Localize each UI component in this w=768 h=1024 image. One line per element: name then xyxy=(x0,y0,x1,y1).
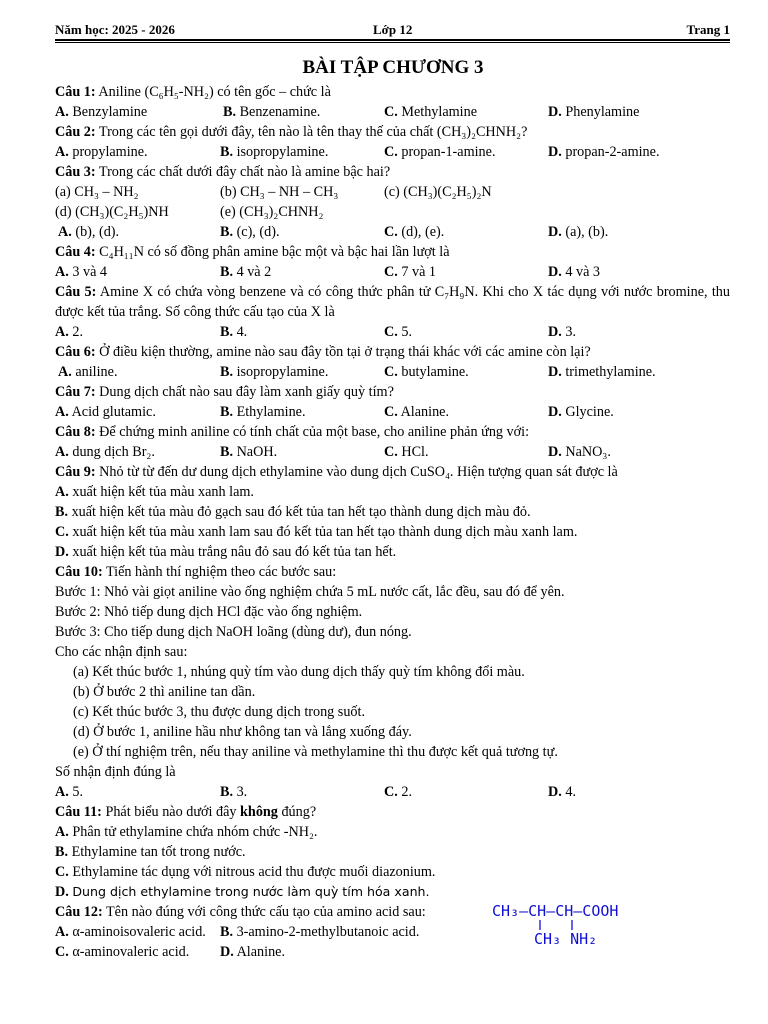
option-a[interactable]: A. 2. xyxy=(55,324,83,340)
q3-items-row1 xyxy=(55,182,730,202)
question-8: Câu 8: Để chứng minh aniline có tính chất của một base, cho aniline phản ứng với: xyxy=(55,424,530,440)
formula-substituents: CH₃ NH₂ xyxy=(534,930,598,948)
option-d[interactable]: D. propan-2-amine. xyxy=(548,144,660,160)
option-a[interactable]: A. α-aminoisovaleric acid. xyxy=(55,924,206,940)
question-11: Câu 11: Phát biểu nào dưới đây không đúng? xyxy=(55,804,317,820)
question-7: Câu 7: Dung dịch chất nào sau đây làm xanh giấy quỳ tím? xyxy=(55,384,394,400)
header-rule-thin xyxy=(55,42,730,43)
option-d[interactable]: D. Phenylamine xyxy=(548,104,640,120)
option-d[interactable]: D. Dung dịch ethylamine trong nước làm quỳ tím hóa xanh. xyxy=(55,884,430,900)
option-d[interactable]: D. 4 và 3 xyxy=(548,264,601,280)
option-b[interactable]: B. Ethylamine. xyxy=(220,404,306,420)
q1-options xyxy=(55,102,730,122)
question-2: Câu 2: Trong các tên gọi dưới đây, tên nào là tên thay thế của chất (CH₃)₂CHNH₂? xyxy=(55,124,528,140)
option-a[interactable]: A. aniline. xyxy=(58,364,118,380)
grade: Lớp 12 xyxy=(373,22,413,37)
compound-a: (a) CH₃ – NH₂ xyxy=(55,184,139,200)
option-a[interactable]: A. Acid glutamic. xyxy=(55,404,156,420)
step-1: Bước 1: Nhỏ vài giọt aniline vào ống nghiệm chứa 5 mL nước cất, lắc đều, sau đó để yên. xyxy=(55,584,565,600)
option-c[interactable]: C. HCl. xyxy=(384,444,429,460)
claim-c: (c) Kết thúc bước 3, thu được dung dịch trong suốt. xyxy=(73,704,366,720)
compound-b: (b) CH₃ – NH – CH₃ xyxy=(220,184,339,200)
claim-a: (a) Kết thúc bước 1, nhúng quỳ tím vào dung dịch thấy quỳ tím không đổi màu. xyxy=(73,664,525,680)
option-a[interactable]: A. dung dịch Br₂. xyxy=(55,444,155,460)
question-12: Câu 12: Tên nào đúng với công thức cấu tạo của amino acid sau: xyxy=(55,904,426,920)
option-b[interactable]: B. isopropylamine. xyxy=(220,144,329,160)
step-3: Bước 3: Cho tiếp dung dịch NaOH loãng (dùng dư), đun nóng. xyxy=(55,624,412,640)
option-a[interactable]: A. xuất hiện kết tủa màu xanh lam. xyxy=(55,484,254,500)
option-b[interactable]: B. 4. xyxy=(220,324,248,340)
option-b[interactable]: B. NaOH. xyxy=(220,444,278,460)
q10-question: Số nhận định đúng là xyxy=(55,764,176,780)
claims-intro: Cho các nhận định sau: xyxy=(55,644,188,660)
option-c[interactable]: C. xuất hiện kết tủa màu xanh lam sau đó kết tủa tan hết tạo thành dung dịch màu xanh lam. xyxy=(55,524,578,540)
option-a[interactable]: A. 5. xyxy=(55,784,83,800)
question-1: Câu 1: Aniline (C₆H₅-NH₂) có tên gốc – chức là xyxy=(55,84,331,100)
page-title: BÀI TẬP CHƯƠNG 3 xyxy=(302,57,484,78)
option-d[interactable]: D. 4. xyxy=(548,784,576,800)
option-b[interactable]: B. 3-amino-2-methylbutanoic acid. xyxy=(220,924,420,940)
school-year: Năm học: 2025 - 2026 xyxy=(55,22,175,37)
question-5: Câu 5: Amine X có chứa vòng benzene và có công thức phân tử C₇H₉N. Khi cho X tác dụng với nước bromine, thu được kết tủa trắng. Số công thức cấu tạo của X là xyxy=(55,284,730,320)
option-d[interactable]: D. Alanine. xyxy=(220,944,286,960)
option-d[interactable]: D. 3. xyxy=(548,324,576,340)
option-a[interactable]: A. 3 và 4 xyxy=(55,264,108,280)
option-a[interactable]: A. propylamine. xyxy=(55,144,148,160)
option-b[interactable]: B. Ethylamine tan tốt trong nước. xyxy=(55,844,246,860)
option-a[interactable]: A. Benzylamine xyxy=(55,104,148,120)
q7-options xyxy=(55,402,730,422)
claim-b: (b) Ở bước 2 thì aniline tan dần. xyxy=(73,684,256,700)
option-c[interactable]: C. α-aminovaleric acid. xyxy=(55,944,190,960)
claim-d: (d) Ở bước 1, aniline hầu như không tan và lắng xuống đáy. xyxy=(73,724,412,740)
option-b[interactable]: B. xuất hiện kết tủa màu đỏ gạch sau đó kết tủa tan hết tạo thành dung dịch màu đỏ. xyxy=(55,504,531,520)
option-b[interactable]: B. Benzenamine. xyxy=(223,104,321,120)
option-d[interactable]: D. NaNO₃. xyxy=(548,444,611,460)
option-c[interactable]: C. butylamine. xyxy=(384,364,469,380)
compound-c: (c) (CH₃)(C₂H₅)₂N xyxy=(384,184,492,200)
option-c[interactable]: C. 7 và 1 xyxy=(384,264,437,280)
option-d[interactable]: D. (a), (b). xyxy=(548,224,609,240)
option-a[interactable]: A. (b), (d). xyxy=(58,224,120,240)
option-d[interactable]: D. trimethylamine. xyxy=(548,364,656,380)
question-list xyxy=(55,82,730,962)
q6-options xyxy=(55,362,730,382)
option-c[interactable]: C. Alanine. xyxy=(384,404,450,420)
step-2: Bước 2: Nhỏ tiếp dung dịch HCl đặc vào ống nghiệm. xyxy=(55,604,363,620)
option-d[interactable]: D. xuất hiện kết tủa màu trắng nâu đỏ sau đó kết tủa tan hết. xyxy=(55,544,397,560)
q3-options xyxy=(55,222,730,242)
page-number: Trang 1 xyxy=(686,22,730,37)
claim-e: (e) Ở thí nghiệm trên, nếu thay aniline và methylamine thì thu được kết quả tương tự. xyxy=(73,744,558,760)
option-b[interactable]: B. isopropylamine. xyxy=(220,364,329,380)
q2-options xyxy=(55,142,730,162)
question-10: Câu 10: Tiến hành thí nghiệm theo các bước sau: xyxy=(55,564,337,580)
amino-acid-structural-formula xyxy=(492,902,662,952)
question-3: Câu 3: Trong các chất dưới đây chất nào là amine bậc hai? xyxy=(55,164,391,180)
option-d[interactable]: D. Glycine. xyxy=(548,404,614,420)
option-c[interactable]: C. Ethylamine tác dụng với nitrous acid thu được muối diazonium. xyxy=(55,864,436,880)
compound-d: (d) (CH₃)(C₂H₅)NH xyxy=(55,204,169,220)
option-a[interactable]: A. Phân tử ethylamine chứa nhóm chức -NH₂. xyxy=(55,824,318,840)
option-c[interactable]: C. 2. xyxy=(384,784,412,800)
option-c[interactable]: C. propan-1-amine. xyxy=(384,144,496,160)
header-rule xyxy=(55,39,730,41)
option-b[interactable]: B. 4 và 2 xyxy=(220,264,272,280)
q3-items-row2 xyxy=(55,202,730,222)
question-9: Câu 9: Nhỏ từ từ đến dư dung dịch ethylamine vào dung dịch CuSO₄. Hiện tượng quan sát được là xyxy=(55,464,618,480)
q4-options xyxy=(55,262,730,282)
question-4: Câu 4: C₄H₁₁N có số đồng phân amine bậc một và bậc hai lần lượt là xyxy=(55,244,450,260)
q8-options xyxy=(55,442,730,462)
option-b[interactable]: B. (c), (d). xyxy=(220,224,280,240)
q10-options xyxy=(55,782,730,802)
question-6: Câu 6: Ở điều kiện thường, amine nào sau đây tồn tại ở trạng thái khác với các amine còn lại? xyxy=(55,344,591,360)
q5-options xyxy=(55,322,730,342)
option-c[interactable]: C. (d), (e). xyxy=(384,224,445,240)
compound-e: (e) (CH₃)₂CHNH₂ xyxy=(220,204,324,220)
option-c[interactable]: C. 5. xyxy=(384,324,412,340)
option-b[interactable]: B. 3. xyxy=(220,784,248,800)
formula-main-chain: CH₃–CH–CH–COOH xyxy=(492,902,619,920)
option-c[interactable]: C. Methylamine xyxy=(384,104,477,120)
